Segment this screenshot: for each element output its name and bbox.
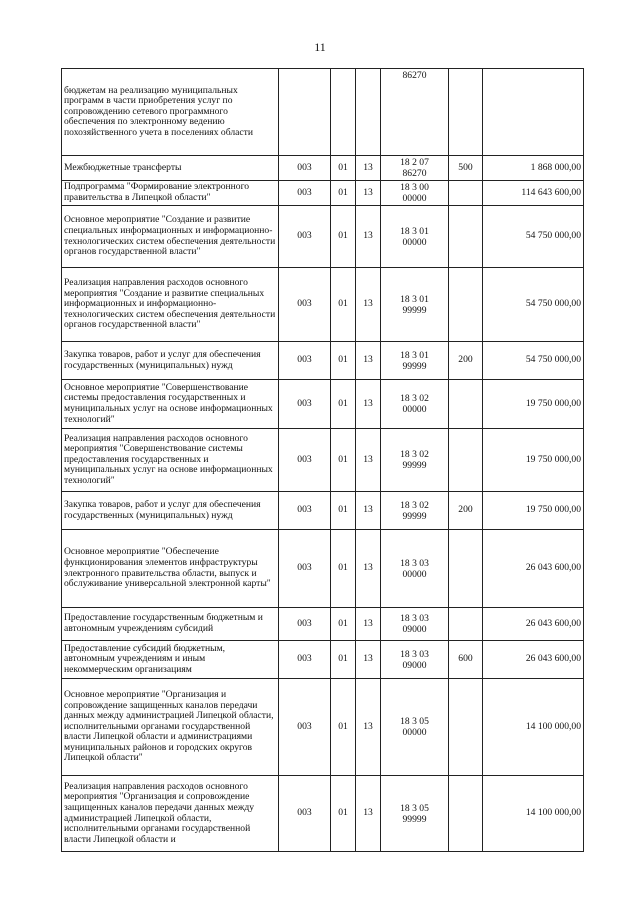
row-vr: [449, 181, 483, 206]
row-cs: [381, 380, 449, 429]
row-pr: 13: [356, 776, 381, 852]
row-vr: [449, 380, 483, 429]
row-cs2: 86270: [402, 168, 427, 179]
row-name: Закупка товаров, работ и услуг для обеспечения государственных (муниципальных) нужд: [62, 492, 279, 530]
row-name: Реализация направления расходов основного мероприятия "Совершенствование системы предоставления государственных и муниципальных услуг на основе информационных технологий": [62, 429, 279, 492]
row-cs1: 18 3 02: [400, 393, 429, 404]
row-vr: [449, 608, 483, 641]
row-cs: [381, 429, 449, 492]
row-cs: [381, 342, 449, 380]
row-name: Основное мероприятие "Обеспечение функционирования элементов инфраструктуры электронного правительства области, выпуск и обслуживание универсальной электронной карты": [62, 530, 279, 608]
row-vr: 200: [449, 492, 483, 530]
row-cs: [381, 156, 449, 181]
row-cs2: 00000: [402, 727, 427, 738]
row-pr: 13: [356, 268, 381, 342]
row-gr: 003: [279, 492, 331, 530]
row-name: Основное мероприятие "Совершенствование системы предоставления государственных и муниципальных услуг на основе информационных технологий": [62, 380, 279, 429]
table-row: [62, 530, 584, 608]
row-sum: 19 750 000,00: [483, 380, 584, 429]
table-row: [62, 342, 584, 380]
row-cs2: 09000: [402, 659, 427, 671]
row-rz: 01: [331, 530, 356, 608]
row-cs2: 99999: [402, 304, 427, 316]
row-rz: 01: [331, 156, 356, 181]
table-row: [62, 69, 584, 156]
row-gr: 003: [279, 530, 331, 608]
row-vr: [449, 679, 483, 776]
row-cs1: 18 3 05: [400, 802, 429, 814]
row-cs: [381, 268, 449, 342]
row-rz: [331, 69, 356, 156]
row-name: Межбюджетные трансферты: [62, 156, 279, 181]
row-vr: 600: [449, 641, 483, 679]
row-gr: 003: [279, 679, 331, 776]
row-rz: 01: [331, 206, 356, 268]
row-vr: [449, 776, 483, 852]
row-gr: 003: [279, 380, 331, 429]
row-cs1: 18 3 02: [400, 449, 429, 460]
row-cs2: 99999: [402, 813, 427, 825]
row-name: Предоставление субсидий бюджетным, автономным учреждениям и иным некоммерческим организациям: [62, 641, 279, 679]
row-cs: [381, 181, 449, 206]
row-pr: [356, 69, 381, 156]
row-cs: [381, 530, 449, 608]
row-cs1: 86270: [402, 70, 427, 81]
row-gr: 003: [279, 641, 331, 679]
row-rz: 01: [331, 608, 356, 641]
table-row: [62, 492, 584, 530]
table-row: [62, 429, 584, 492]
row-pr: 13: [356, 156, 381, 181]
row-pr: 13: [356, 342, 381, 380]
row-cs2: 99999: [402, 460, 427, 471]
row-cs1: 18 3 03: [400, 613, 429, 624]
row-rz: 01: [331, 268, 356, 342]
row-cs: [381, 679, 449, 776]
row-sum: 54 750 000,00: [483, 268, 584, 342]
table-row: [62, 679, 584, 776]
row-name: Реализация направления расходов основного мероприятия "Организация и сопровождение защищенных каналов передачи данных между администрацией Липецкой области, исполнительными органами государственной власти Липецкой области и: [62, 776, 279, 852]
row-cs1: 18 3 02: [400, 499, 429, 511]
row-cs1: 18 3 03: [400, 557, 429, 569]
row-cs1: 18 2 07: [400, 157, 429, 168]
row-sum: 54 750 000,00: [483, 206, 584, 268]
table-row: [62, 181, 584, 206]
budget-table: [61, 68, 584, 852]
row-cs2: 09000: [402, 624, 427, 635]
row-gr: 003: [279, 268, 331, 342]
row-cs2: 00000: [402, 404, 427, 415]
row-vr: 200: [449, 342, 483, 380]
row-sum: 114 643 600,00: [483, 181, 584, 206]
row-gr: 003: [279, 342, 331, 380]
row-vr: [449, 268, 483, 342]
row-rz: 01: [331, 380, 356, 429]
row-name: Закупка товаров, работ и услуг для обеспечения государственных (муниципальных) нужд: [62, 342, 279, 380]
row-vr: 500: [449, 156, 483, 181]
row-cs: [381, 492, 449, 530]
row-sum: [483, 69, 584, 156]
row-cs1: 18 3 01: [400, 225, 429, 237]
row-cs2: 00000: [402, 193, 427, 204]
row-gr: 003: [279, 181, 331, 206]
row-sum: 26 043 600,00: [483, 641, 584, 679]
row-cs1: 18 3 01: [400, 349, 429, 361]
row-sum: 14 100 000,00: [483, 679, 584, 776]
row-cs: [381, 608, 449, 641]
row-sum: 54 750 000,00: [483, 342, 584, 380]
row-name: Основное мероприятие "Организация и сопровождение защищенных каналов передачи данных между администрацией Липецкой области, исполнительными органами государственной власти Липецкой области и администрациями муниципальных районов и городских округов Липецкой области": [62, 679, 279, 776]
row-pr: 13: [356, 641, 381, 679]
row-name: Основное мероприятие "Создание и развитие специальных информационных и информационно-технологических систем обеспечения деятельности органов государственной власти": [62, 206, 279, 268]
row-pr: 13: [356, 429, 381, 492]
row-vr: [449, 530, 483, 608]
row-cs: [381, 69, 449, 156]
table-row: [62, 268, 584, 342]
page-number: 11: [314, 40, 326, 54]
row-sum: 1 868 000,00: [483, 156, 584, 181]
row-cs2: 99999: [402, 360, 427, 372]
row-cs1: 18 3 05: [400, 716, 429, 727]
row-sum: 19 750 000,00: [483, 429, 584, 492]
table-row: [62, 156, 584, 181]
row-pr: 13: [356, 181, 381, 206]
row-pr: 13: [356, 608, 381, 641]
row-gr: 003: [279, 776, 331, 852]
row-sum: 26 043 600,00: [483, 608, 584, 641]
row-rz: 01: [331, 342, 356, 380]
table-row: [62, 380, 584, 429]
row-rz: 01: [331, 492, 356, 530]
row-pr: 13: [356, 380, 381, 429]
row-name: Реализация направления расходов основного мероприятия "Создание и развитие специальных информационных и информационно-технологических систем обеспечения деятельности органов государственной власти": [62, 268, 279, 342]
row-gr: [279, 69, 331, 156]
row-pr: 13: [356, 206, 381, 268]
row-cs2: 99999: [402, 510, 427, 522]
table-row: [62, 608, 584, 641]
row-sum: 19 750 000,00: [483, 492, 584, 530]
table-row: [62, 206, 584, 268]
row-vr: [449, 69, 483, 156]
row-cs: [381, 776, 449, 852]
row-rz: 01: [331, 679, 356, 776]
row-cs1: 18 3 03: [400, 648, 429, 660]
row-cs2: 00000: [402, 568, 427, 580]
row-gr: 003: [279, 429, 331, 492]
row-gr: 003: [279, 608, 331, 641]
row-name: Подпрограмма "Формирование электронного правительства в Липецкой области": [62, 181, 279, 206]
row-cs: [381, 206, 449, 268]
table-body: [62, 69, 584, 852]
row-vr: [449, 206, 483, 268]
table-row: [62, 641, 584, 679]
row-cs: [381, 641, 449, 679]
row-rz: 01: [331, 641, 356, 679]
row-rz: 01: [331, 181, 356, 206]
row-pr: 13: [356, 679, 381, 776]
row-sum: 26 043 600,00: [483, 530, 584, 608]
row-cs1: 18 3 01: [400, 293, 429, 305]
row-rz: 01: [331, 776, 356, 852]
row-name: бюджетам на реализацию муниципальных программ в части приобретения услуг по сопровождению сетевого программного обеспечения по электронному ведению похозяйственного учета в поселениях области: [62, 69, 279, 156]
row-rz: 01: [331, 429, 356, 492]
row-cs2: 00000: [402, 236, 427, 248]
row-gr: 003: [279, 206, 331, 268]
row-vr: [449, 429, 483, 492]
row-name: Предоставление государственным бюджетным и автономным учреждениям субсидий: [62, 608, 279, 641]
row-pr: 13: [356, 492, 381, 530]
row-pr: 13: [356, 530, 381, 608]
row-cs1: 18 3 00: [400, 182, 429, 193]
table-row: [62, 776, 584, 852]
row-sum: 14 100 000,00: [483, 776, 584, 852]
row-gr: 003: [279, 156, 331, 181]
